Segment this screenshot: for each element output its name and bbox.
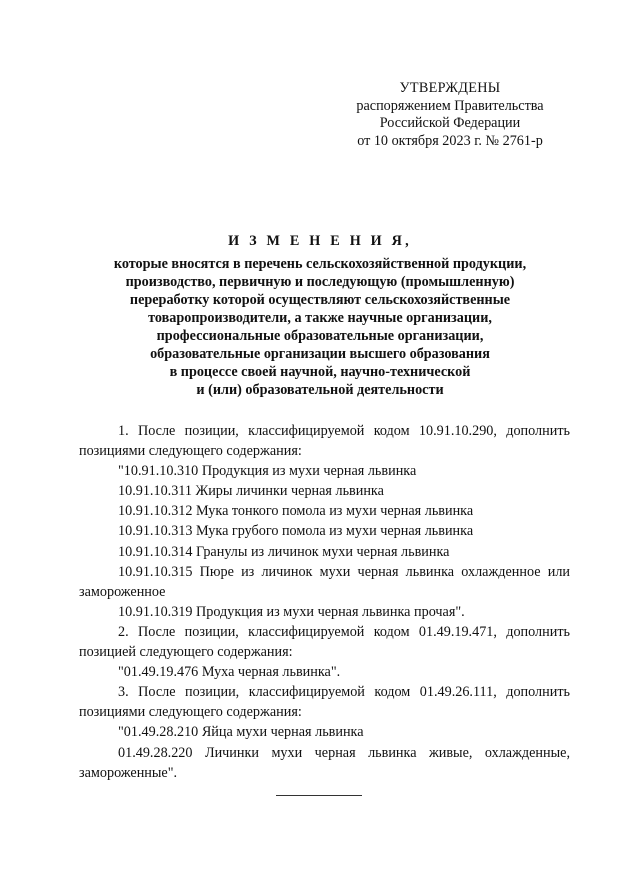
position-line: 10.91.10.311 Жиры личинки черная львинка bbox=[118, 483, 384, 500]
position-line: 10.91.10.313 Мука грубого помола из мухи черная львинка bbox=[118, 523, 474, 540]
document-body bbox=[79, 421, 570, 783]
heading-title: И З М Е Н Е Н И Я, bbox=[228, 233, 412, 249]
heading-line: профессиональные образовательные организации, bbox=[156, 328, 484, 344]
position-line: "01.49.19.476 Муха черная львинка". bbox=[118, 664, 341, 681]
position-line: 10.91.10.314 Гранулы из личинок мухи черная львинка bbox=[118, 543, 450, 560]
end-separator-line bbox=[276, 795, 362, 796]
position-line: 01.49.28.220 Личинки мухи черная львинка живые, охлажденные, замороженные". bbox=[79, 744, 570, 781]
approved-by: распоряжением Правительства bbox=[356, 97, 544, 114]
heading-line: переработку которой осуществляют сельскохозяйственные bbox=[129, 292, 511, 308]
approved-authority: Российской Федерации bbox=[379, 115, 521, 131]
heading-line: и (или) образовательной деятельности bbox=[196, 382, 444, 398]
position-line: 10.91.10.315 Пюре из личинок мухи черная львинка охлажденное или замороженное bbox=[79, 563, 570, 600]
heading-line: товаропроизводители, а также научные организации, bbox=[148, 310, 492, 326]
position-line: 10.91.10.319 Продукция из мухи черная львинка прочая". bbox=[118, 603, 465, 620]
approved-title: УТВЕРЖДЕНЫ bbox=[399, 80, 501, 96]
heading-line: образовательные организации высшего образования bbox=[150, 346, 490, 362]
position-line: 10.91.10.312 Мука тонкого помола из мухи черная львинка bbox=[118, 503, 474, 520]
position-line: "10.91.10.310 Продукция из мухи черная львинка bbox=[118, 463, 417, 480]
heading-line: которые вносятся в перечень сельскохозяйственной продукции, bbox=[113, 256, 527, 272]
position-line: "01.49.28.210 Яйца мухи черная львинка bbox=[118, 724, 364, 741]
approval-block bbox=[330, 80, 570, 150]
paragraph-item-1: 1. После позиции, классифицируемой кодом 10.91.10.290, дополнить позициями следующего содержания: bbox=[79, 423, 570, 460]
document-heading bbox=[40, 232, 600, 399]
paragraph-item-3: 3. После позиции, классифицируемой кодом 01.49.26.111, дополнить позициями следующего содержания: bbox=[79, 684, 570, 721]
heading-line: производство, первичную и последующую (промышленную) bbox=[125, 274, 515, 290]
heading-line: в процессе своей научной, научно-технической bbox=[169, 364, 471, 380]
paragraph-item-2: 2. После позиции, классифицируемой кодом 01.49.19.471, дополнить позицией следующего содержания: bbox=[79, 623, 570, 661]
approved-date: от 10 октября 2023 г. № 2761-р bbox=[357, 132, 543, 149]
